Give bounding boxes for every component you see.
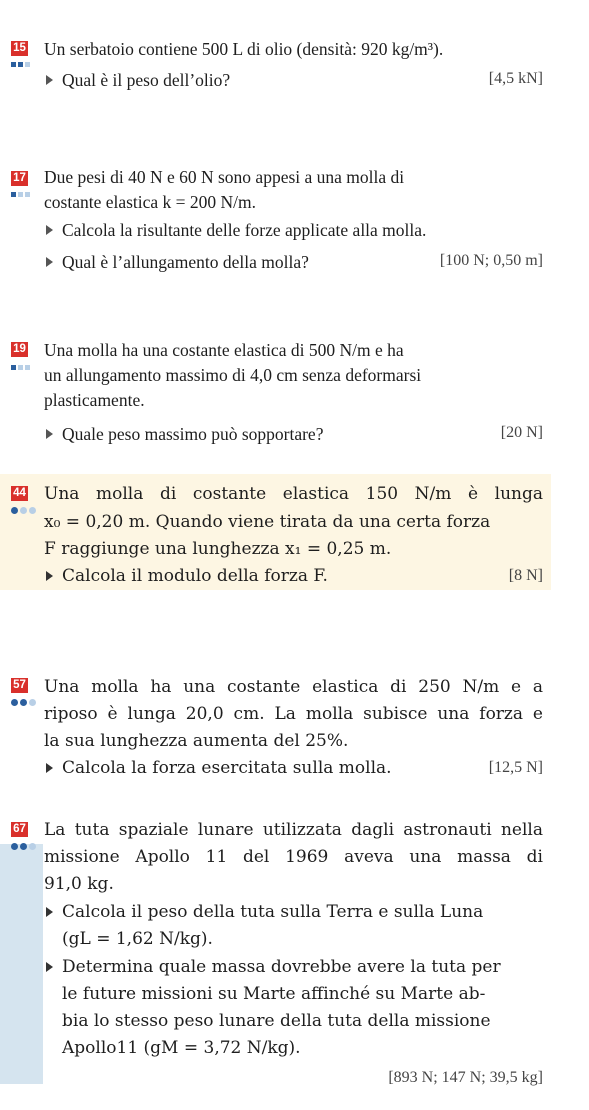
- triangle-bullet-icon: [46, 75, 53, 85]
- question-text: Determina quale massa dovrebbe avere la tuta per: [62, 957, 501, 977]
- question: [62, 564, 543, 588]
- difficulty-dot: [11, 62, 16, 67]
- question-text: Quale peso massimo può sopportare?: [62, 424, 324, 444]
- problem-number-badge: 67: [11, 822, 28, 837]
- difficulty-dot: [20, 843, 27, 850]
- difficulty-dot: [25, 365, 30, 370]
- difficulty-dot: [18, 192, 23, 197]
- question-text: Qual è l’allungamento della molla?: [62, 252, 309, 272]
- difficulty-dot: [11, 843, 18, 850]
- difficulty-dot: [29, 843, 36, 850]
- problem-text-segment: F raggiunge una lunghezza x₁ = 0,25 m.: [44, 539, 392, 559]
- difficulty-dot: [20, 507, 27, 514]
- problem-text: Un serbatoio contiene 500 L di olio (densità: 920 kg/m³).: [44, 39, 444, 59]
- question: [62, 756, 543, 780]
- question: [62, 900, 543, 924]
- problem-text-line: plasticamente.: [44, 390, 145, 410]
- difficulty-dots: [11, 699, 36, 705]
- problem-text-line: costante elastica k = 200 N/m.: [44, 192, 257, 212]
- problem-text-line: [44, 675, 543, 699]
- triangle-bullet-icon: [46, 907, 53, 917]
- difficulty-dots: [11, 62, 30, 68]
- problem-text-segment: x₀ = 0,20 m. Quando viene tirata da una certa forza: [44, 512, 491, 532]
- problem-text-line: Due pesi di 40 N e 60 N sono appesi a una molla di: [44, 167, 405, 187]
- problem-text-line: [44, 702, 543, 726]
- problem-text-segment: riposo è lunga 20,0 cm. La molla subisce una forza e: [44, 704, 543, 724]
- problem-text-line: [44, 845, 543, 869]
- question: [62, 218, 543, 242]
- difficulty-dot: [18, 62, 23, 67]
- problem-number-badge: 57: [11, 678, 28, 693]
- question-text: le future missioni su Marte affinché su Marte ab-: [62, 984, 486, 1004]
- question-text: Apollo11 (gM = 3,72 N/kg).: [62, 1038, 301, 1058]
- difficulty-dot: [11, 192, 16, 197]
- difficulty-dot: [25, 62, 30, 67]
- answer: [893 N; 147 N; 39,5 kg]: [388, 1069, 543, 1086]
- problem-text-line: [44, 818, 543, 842]
- problem-text-line: un allungamento massimo di 4,0 cm senza deformarsi: [44, 365, 422, 385]
- question-text: Calcola la forza esercitata sulla molla.: [62, 758, 392, 778]
- question: [62, 68, 543, 92]
- problem-text-segment: La tuta spaziale lunare utilizzata dagli astronauti nella: [44, 820, 543, 840]
- problem-text-line: [44, 729, 543, 753]
- problem-text-segment: missione Apollo 11 del 1969 aveva una massa di: [44, 847, 543, 867]
- problem-number-badge: 15: [11, 41, 28, 56]
- question-text: (gL = 1,62 N/kg).: [62, 929, 213, 949]
- question-continued: [62, 1009, 543, 1033]
- answer: [12,5 N]: [488, 759, 543, 776]
- side-bar: [0, 844, 43, 1084]
- problem-number-badge: 17: [11, 171, 28, 186]
- difficulty-dot: [11, 365, 16, 370]
- problem-text-line: [44, 482, 543, 506]
- triangle-bullet-icon: [46, 225, 53, 235]
- question: [62, 422, 543, 446]
- triangle-bullet-icon: [46, 257, 53, 267]
- problem-text-segment: Una molla ha una costante elastica di 250 N/m e a: [44, 677, 543, 697]
- problem-number-badge: 44: [11, 486, 28, 501]
- question: [62, 955, 543, 979]
- question-text: Calcola il modulo della forza F.: [62, 566, 328, 586]
- triangle-bullet-icon: [46, 763, 53, 773]
- problem-text-line: [44, 537, 543, 561]
- triangle-bullet-icon: [46, 571, 53, 581]
- difficulty-dot: [25, 192, 30, 197]
- question-text: Calcola la risultante delle forze applicate alla molla.: [62, 220, 427, 240]
- difficulty-dot: [29, 699, 36, 706]
- question-continued: [62, 1036, 543, 1060]
- difficulty-dot: [11, 507, 18, 514]
- triangle-bullet-icon: [46, 429, 53, 439]
- answer: [8 N]: [508, 567, 543, 584]
- question-text: Qual è il peso dell’olio?: [62, 70, 231, 90]
- difficulty-dots: [11, 365, 30, 371]
- question-text: Calcola il peso della tuta sulla Terra e sulla Luna: [62, 902, 484, 922]
- answer: [100 N; 0,50 m]: [439, 252, 543, 269]
- problem-text-segment: Una molla di costante elastica 150 N/m è lunga: [44, 484, 543, 504]
- problem-text-segment: 91,0 kg.: [44, 874, 114, 894]
- question-continued: [62, 927, 543, 951]
- problem-text-line: Una molla ha una costante elastica di 500 N/m e ha: [44, 340, 404, 360]
- answer: [4,5 kN]: [488, 70, 543, 87]
- triangle-bullet-icon: [46, 962, 53, 972]
- difficulty-dots: [11, 507, 36, 513]
- difficulty-dot: [11, 699, 18, 706]
- difficulty-dots: [11, 192, 30, 198]
- problem-text-line: [44, 510, 543, 534]
- question-text: bia lo stesso peso lunare della tuta della missione: [62, 1011, 491, 1031]
- difficulty-dot: [29, 507, 36, 514]
- question-continued: [62, 982, 543, 1006]
- difficulty-dots: [11, 843, 36, 849]
- difficulty-dot: [20, 699, 27, 706]
- answer: [20 N]: [500, 424, 543, 441]
- problem-text-line: [44, 872, 543, 896]
- problem-text-segment: la sua lunghezza aumenta del 25%.: [44, 731, 349, 751]
- problem-number-badge: 19: [11, 342, 28, 357]
- difficulty-dot: [18, 365, 23, 370]
